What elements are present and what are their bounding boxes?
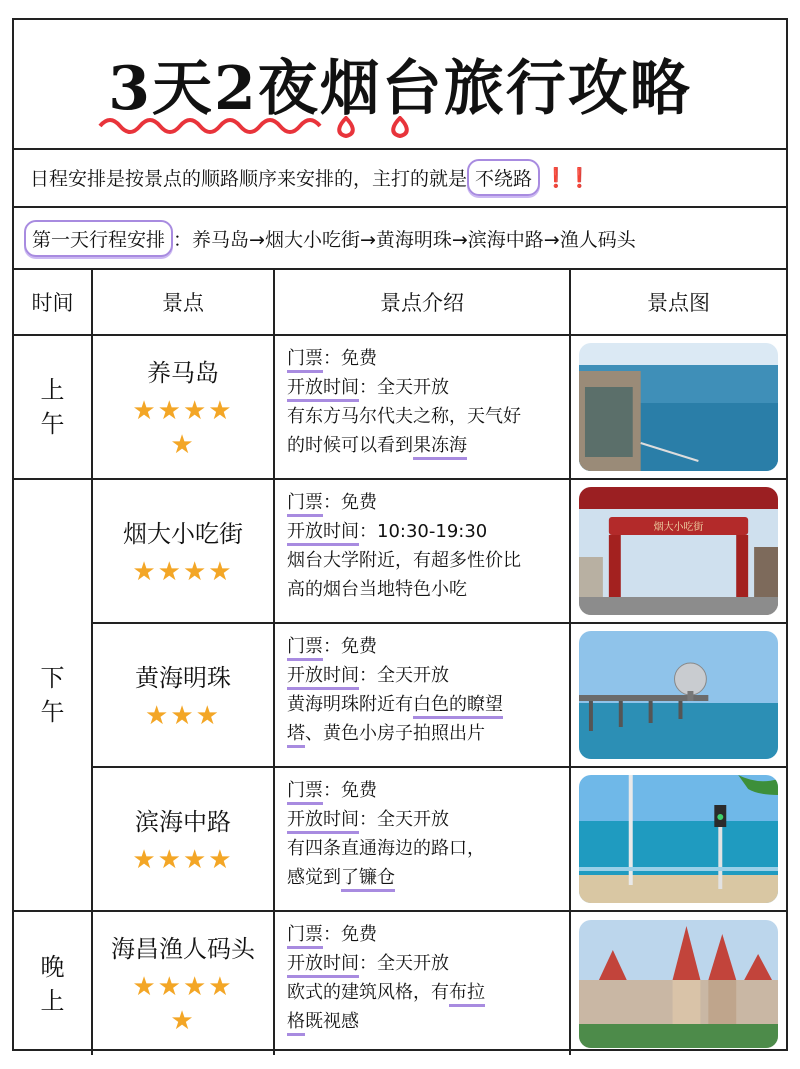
photo-cell [570, 479, 786, 623]
hours-value: ：10:30-19:30 [359, 521, 488, 542]
snack-street-photo [579, 487, 778, 615]
ticket-label: 门票 [287, 636, 323, 661]
ticket-label: 门票 [287, 780, 323, 805]
desc-line: 、黄色小房子拍照出片 [305, 723, 485, 744]
day-one-route [14, 208, 786, 270]
spot-name: 养马岛 [147, 358, 219, 387]
spot-intro [274, 479, 570, 623]
star-rating: ★★★★ [132, 556, 234, 587]
header-photo: 景点图 [570, 270, 786, 335]
hours-value: ：全天开放 [359, 953, 449, 974]
hours-value: ：全天开放 [359, 665, 449, 686]
photo-cell [570, 767, 786, 911]
spot-cell [92, 623, 274, 767]
photo-cell [570, 335, 786, 479]
photo-cell [570, 911, 786, 1055]
star-rating: ★★★★ [132, 844, 234, 875]
desc-highlight: 果冻海 [413, 435, 467, 460]
hours-label: 开放时间 [287, 809, 359, 834]
table-row [14, 335, 786, 479]
itinerary-card [12, 18, 788, 1051]
header-spot: 景点 [92, 270, 274, 335]
star-rating: ★★★★ [132, 972, 234, 1002]
table-row [14, 623, 786, 767]
desc-highlight: 塔 [287, 723, 305, 748]
hours-label: 开放时间 [287, 665, 359, 690]
header-time: 时间 [14, 270, 92, 335]
spot-intro [274, 623, 570, 767]
fishermans-wharf-photo [579, 920, 778, 1048]
ticket-label: 门票 [287, 492, 323, 517]
title-row [14, 20, 786, 150]
day-one-label: 第一天行程安排 [24, 220, 173, 257]
spot-name: 滨海中路 [135, 807, 231, 836]
exclamation-icon: ❗❗ [544, 166, 592, 189]
desc-line: 既视感 [305, 1011, 359, 1032]
binhai-road-photo [579, 775, 778, 903]
desc-line: 有四条直通海边的路口， [287, 838, 485, 859]
hours-label: 开放时间 [287, 377, 359, 402]
ticket-label: 门票 [287, 348, 323, 373]
table-row [14, 479, 786, 623]
ticket-value: ：免费 [323, 780, 377, 801]
desc-line: 有东方马尔代夫之称，天气好 [287, 406, 521, 427]
star-rating-extra: ★ [170, 429, 196, 460]
schedule-note [14, 148, 786, 208]
star-rating: ★★★★ [132, 395, 234, 426]
star-rating: ★★★ [145, 700, 221, 731]
ticket-value: ：免费 [323, 924, 377, 945]
hours-label: 开放时间 [287, 521, 359, 546]
spot-name: 黄海明珠 [135, 663, 231, 692]
spot-intro [274, 335, 570, 479]
spot-intro [274, 767, 570, 911]
no-detour-highlight: 不绕路 [467, 159, 540, 196]
hours-value: ：全天开放 [359, 809, 449, 830]
yellow-sea-pearl-photo [579, 631, 778, 759]
itinerary-table [14, 270, 786, 1055]
star-rating-extra: ★ [170, 1006, 196, 1036]
desc-line: 烟台大学附近，有超多性价比 [287, 550, 521, 571]
spot-cell [92, 911, 274, 1055]
desc-line: 欧式的建筑风格，有 [287, 982, 449, 1003]
time-morning: 上午 [14, 335, 92, 479]
hours-label: 开放时间 [287, 953, 359, 978]
page-title: 3天2夜烟台旅行攻略 [108, 54, 692, 124]
desc-highlight: 白色的瞭望 [413, 694, 503, 719]
ticket-value: ：免费 [323, 492, 377, 513]
desc-line: 黄海明珠附近有 [287, 694, 413, 715]
spot-cell [92, 767, 274, 911]
spot-cell [92, 479, 274, 623]
desc-line: 的时候可以看到 [287, 435, 413, 456]
desc-line: 感觉到 [287, 867, 341, 888]
yangma-island-photo [579, 343, 778, 471]
schedule-note-text: 日程安排是按景点的顺路顺序来安排的，主打的就是 [30, 167, 468, 190]
photo-cell [570, 623, 786, 767]
spot-name: 烟大小吃街 [123, 519, 243, 548]
hours-value: ：全天开放 [359, 377, 449, 398]
gate-sign-text: 烟大小吃街 [653, 521, 704, 534]
time-afternoon: 下午 [14, 479, 92, 911]
table-row [14, 911, 786, 1055]
time-evening: 晚上 [14, 911, 92, 1055]
spot-name: 海昌渔人码头 [111, 935, 255, 963]
desc-highlight: 了镰仓 [341, 867, 395, 892]
desc-highlight: 布拉 [449, 982, 485, 1007]
route-text: 养马岛→烟大小吃街→黄海明珠→滨海中路→渔人码头 [192, 228, 636, 251]
route-colon: ： [173, 228, 193, 251]
spot-cell [92, 335, 274, 479]
desc-highlight: 格 [287, 1011, 305, 1036]
ticket-value: ：免费 [323, 348, 377, 369]
ticket-value: ：免费 [323, 636, 377, 657]
ticket-label: 门票 [287, 924, 323, 949]
table-row [14, 767, 786, 911]
desc-line: 高的烟台当地特色小吃 [287, 579, 467, 600]
spot-intro [274, 911, 570, 1055]
table-header-row [14, 270, 786, 335]
header-intro: 景点介绍 [274, 270, 570, 335]
